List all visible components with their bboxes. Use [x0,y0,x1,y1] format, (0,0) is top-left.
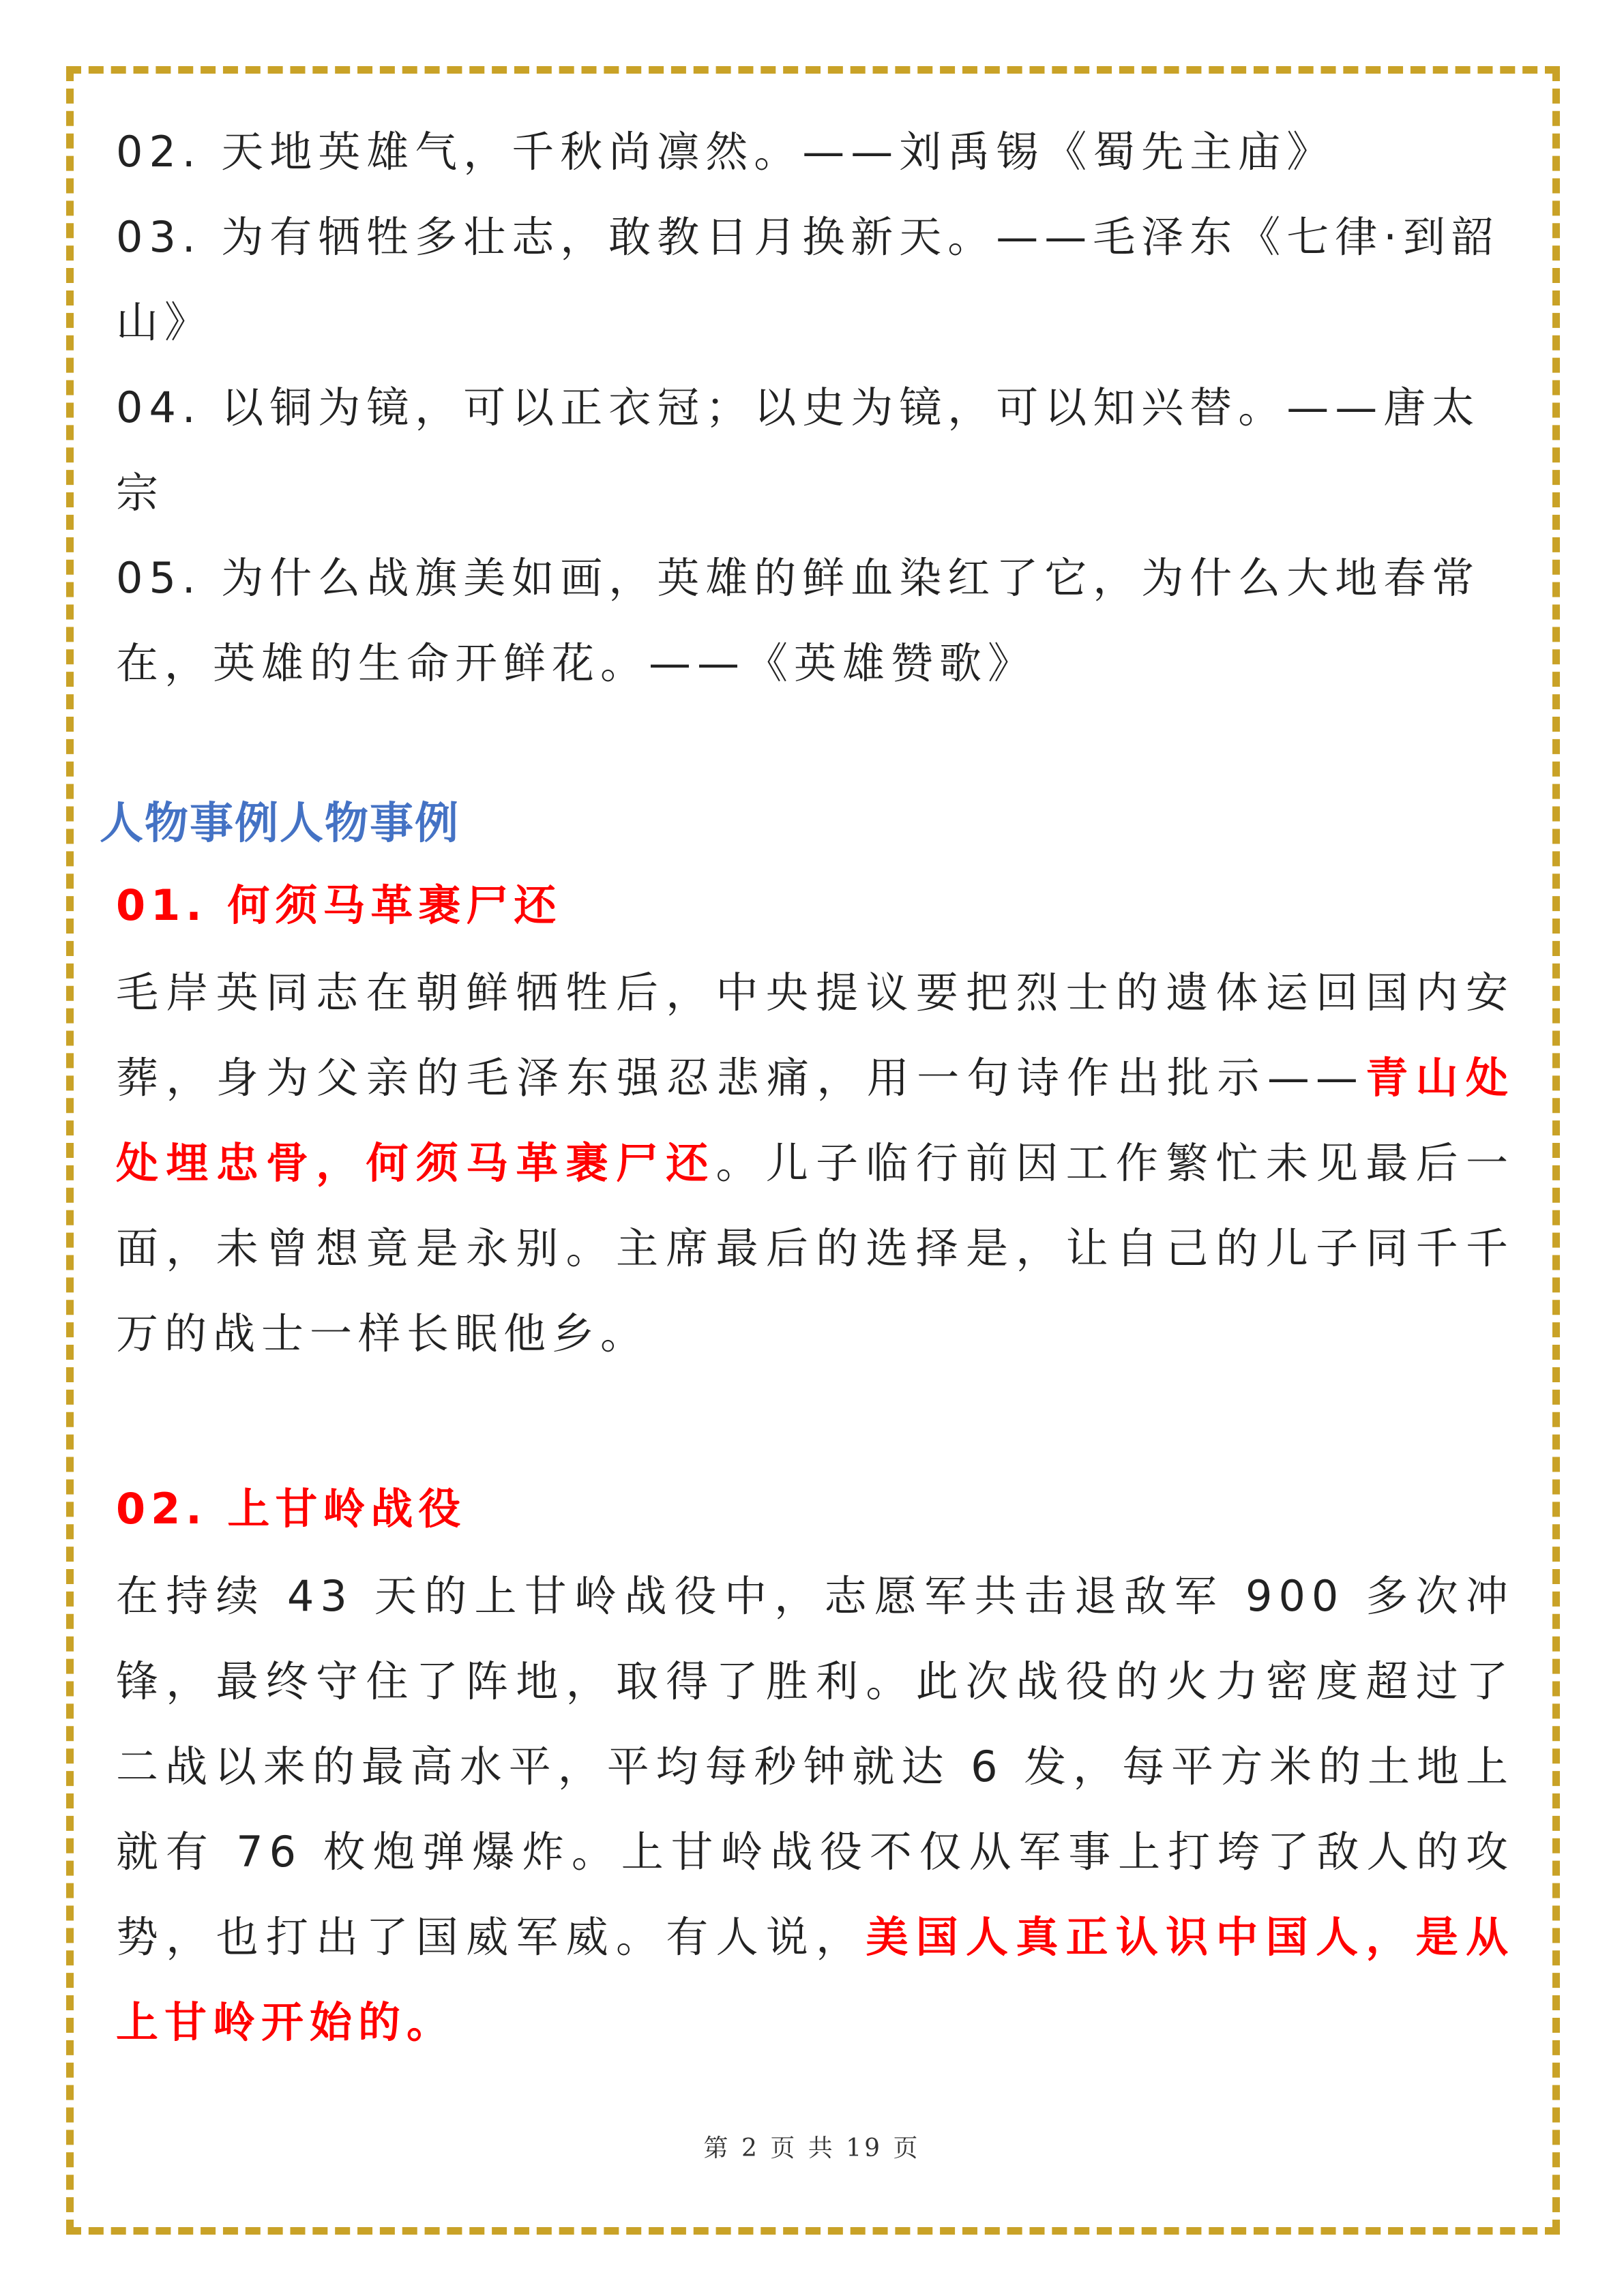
quote-02: 02. 天地英雄气，千秋尚凛然。——刘禹锡《蜀先主庙》 [116,127,1335,177]
example-2-paragraph [116,1553,1514,2065]
example-1-text-after: 。儿子临行前因工作繁忙未见最后一面，未曾想竟是永别。主席最后的选择是，让自己的儿子同千千万的战士一样长眠他乡。 [116,1138,1514,1358]
quote-03-line-1: 03. 为有牺牲多壮志，敢教日月换新天。——毛泽东《七律·到韶 [116,212,1501,262]
section-title: 人物事例人物事例 [100,799,460,849]
quote-05-line-2: 在，英雄的生命开鲜花。——《英雄赞歌》 [116,638,1037,688]
example-1-paragraph [116,950,1514,1376]
example-2-highlight: 美国人真正认识中国人，是从上甘岭开始的。 [116,1912,1514,2047]
document-content [100,109,1514,2065]
quote-05-line-1: 05. 为什么战旗美如画，英雄的鲜血染红了它，为什么大地春常 [116,553,1481,603]
example-2-text-before: 在持续 43 天的上甘岭战役中，志愿军共击退敌军 900 多次冲锋，最终守住了阵地，取得了胜利。此次战役的火力密度超过了二战以来的最高水平，平均每秒钟就达 6 发，每平方米的土地上就有 76 枚炮弹爆炸。上甘岭战役不仅从军事上打垮了敌人的攻势，也打出了国威军威。有人说， [116,1571,1514,1962]
example-1-highlight: 青山处处埋忠骨，何须马革裹尸还 [116,1053,1514,1188]
quote-03-line-2: 山》 [116,297,213,347]
example-1-text-before: 毛岸英同志在朝鲜牺牲后，中央提议要把烈士的遗体运回国内安葬，身为父亲的毛泽东强忍悲痛，用一句诗作出批示—— [116,968,1514,1103]
quote-04: 04. 以铜为镜，可以正衣冠；以史为镜，可以知兴替。——唐太宗 [116,383,1481,518]
spacer [116,1376,1514,1465]
page-footer: 第 2 页 共 19 页 [703,2134,921,2162]
spacer [116,706,1514,786]
example-1-title: 01. 何须马革裹尸还 [116,880,562,930]
example-2-title: 02. 上甘岭战役 [116,1484,467,1534]
